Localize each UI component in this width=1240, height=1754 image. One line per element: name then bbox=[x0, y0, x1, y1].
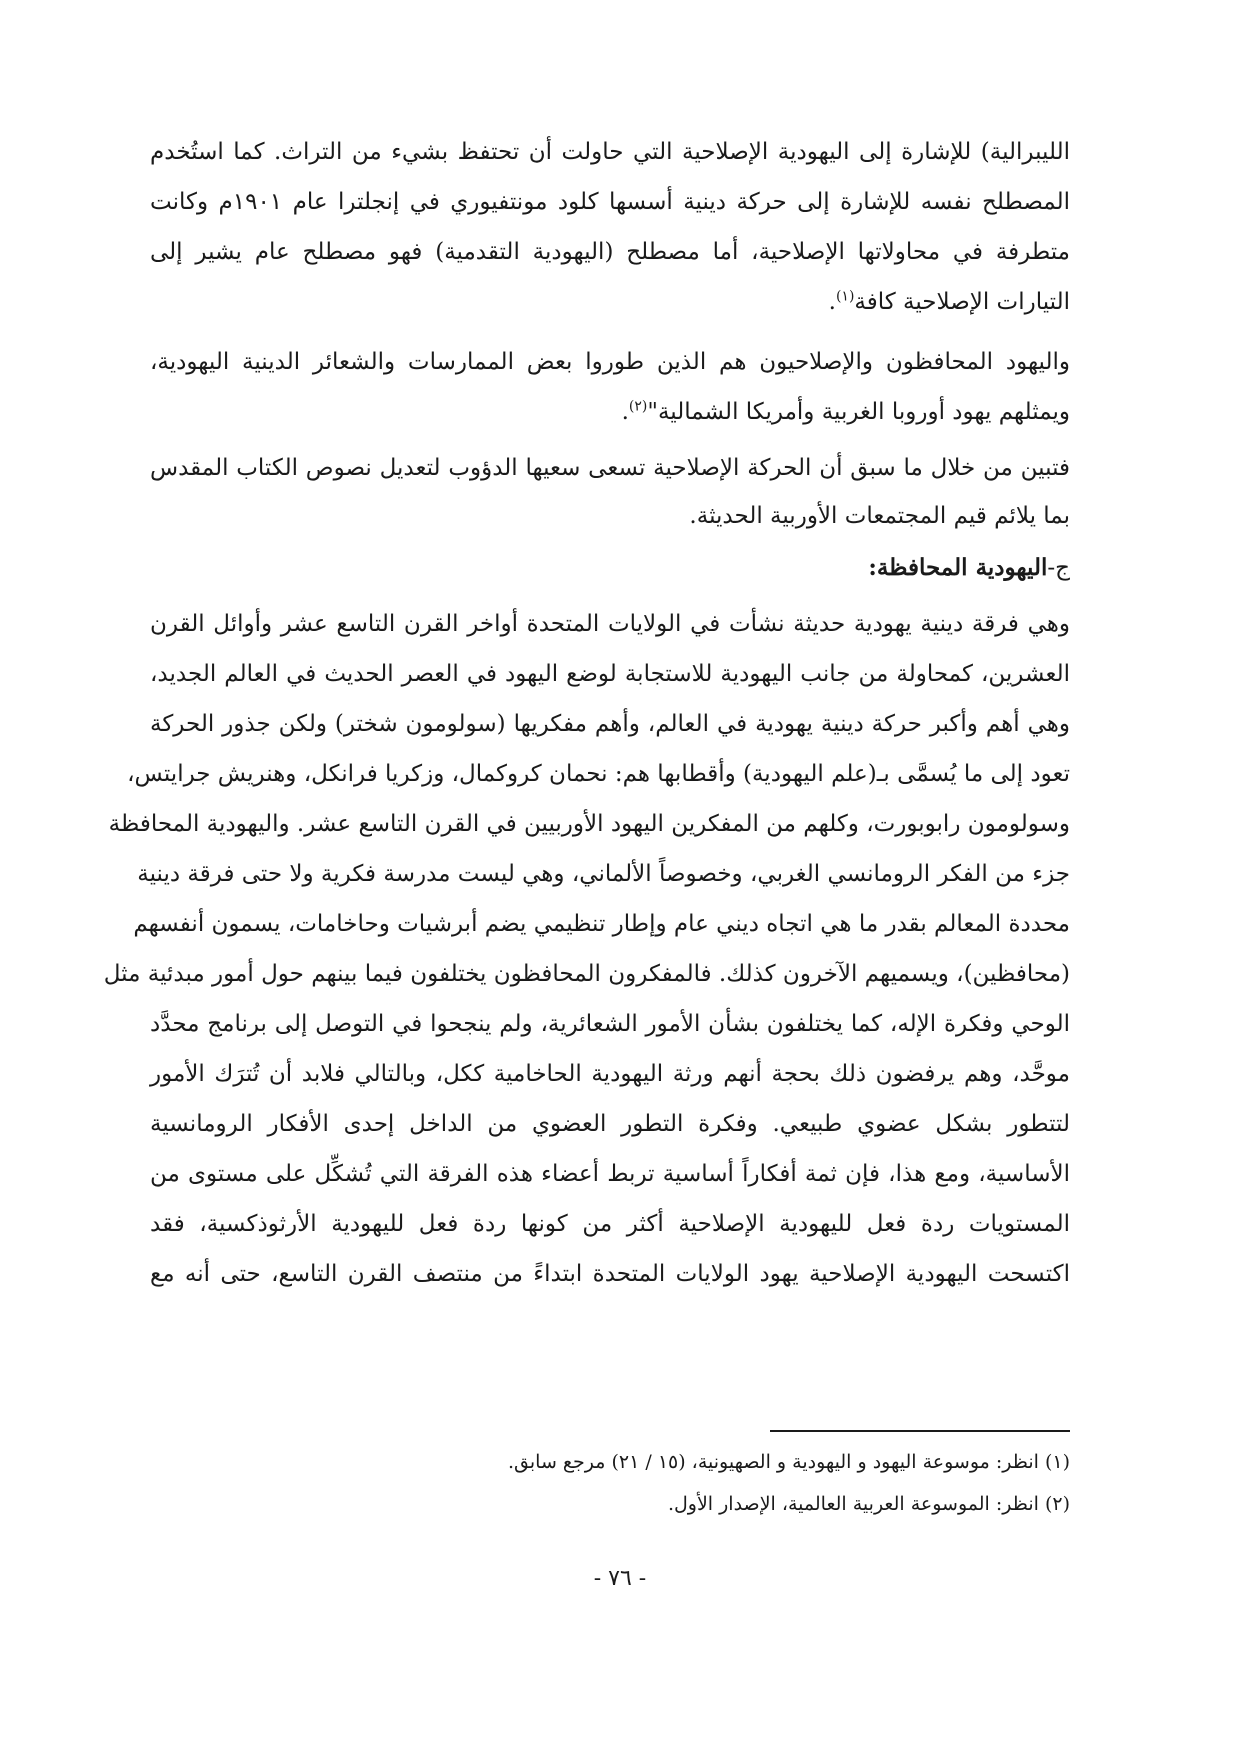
paragraph-line: (محافظين)، ويسميهم الآخرون كذلك. فالمفكرون المحافظون يختلفون فيما بينهم حول أمور مبدئية مثل bbox=[103, 961, 1070, 987]
paragraph-punct: . bbox=[621, 399, 629, 425]
footnote-divider bbox=[770, 1430, 1070, 1432]
paragraph-line: جزء من الفكر الرومانسي الغربي، وخصوصاً الألماني، وهي ليست مدرسة فكرية ولا حتى فرقة دينية bbox=[137, 861, 1070, 887]
footnote: (١) انظر: موسوعة اليهود و اليهودية و الصهيونية، (١٥ / ٢١) مرجع سابق. bbox=[508, 1451, 1070, 1473]
footnote-ref: (٢) bbox=[628, 398, 648, 415]
paragraph-punct: . bbox=[828, 289, 836, 315]
paragraph-line: تعود إلى ما يُسمَّى بـ(علم اليهودية) وأقطابها هم: نحمان كروكمال، وزكريا فرانكل، وهنريش جرايتس، bbox=[127, 761, 1070, 787]
page-number: - ٧٦ - bbox=[593, 1566, 647, 1591]
paragraph-line: وهي فرقة دينية يهودية حديثة نشأت في الولايات المتحدة أواخر القرن التاسع عشر وأوائل القرن bbox=[150, 611, 1070, 637]
paragraph-line: وهي أهم وأكبر حركة دينية يهودية في العالم، وأهم مفكريها (سولومون شختر) ولكن جذور الحركة bbox=[150, 711, 1070, 737]
paragraph-line: الوحي وفكرة الإله، كما يختلفون بشأن الأمور الشعائرية، ولم ينجحوا في التوصل إلى برنامج محدَّد bbox=[150, 1011, 1070, 1037]
paragraph-line: متطرفة في محاولاتها الإصلاحية، أما مصطلح (اليهودية التقدمية) فهو مصطلح عام يشير إلى bbox=[150, 239, 1070, 265]
paragraph-line: المصطلح نفسه للإشارة إلى حركة دينية أسسها كلود مونتفيوري في إنجلترا عام ١٩٠١م وكانت bbox=[150, 189, 1070, 215]
heading-prefix: ج- bbox=[1047, 555, 1070, 581]
paragraph-line: فتبين من خلال ما سبق أن الحركة الإصلاحية تسعى سعيها الدؤوب لتعديل نصوص الكتاب المقدس bbox=[150, 455, 1070, 481]
paragraph-text: ويمثلهم يهود أوروبا الغربية وأمريكا الشمالية" bbox=[647, 399, 1070, 425]
paragraph-line-last bbox=[150, 286, 1070, 318]
paragraph-line: بما يلائم قيم المجتمعات الأوربية الحديثة. bbox=[689, 503, 1070, 529]
paragraph-line: المستويات ردة فعل لليهودية الإصلاحية أكثر من كونها ردة فعل لليهودية الأرثوذكسية، فقد bbox=[150, 1211, 1070, 1237]
paragraph-line: موحَّد، وهم يرفضون ذلك بحجة أنهم ورثة اليهودية الحاخامية ككل، وبالتالي فلابد أن تُترَك الأمور bbox=[150, 1061, 1070, 1087]
paragraph-text: التيارات الإصلاحية كافة bbox=[854, 289, 1070, 315]
paragraph-line: وسولومون رابوبورت، وكلهم من المفكرين اليهود الأوربيين في القرن التاسع عشر. واليهودية المحافظة bbox=[108, 811, 1070, 837]
paragraph-line: واليهود المحافظون والإصلاحيون هم الذين طوروا بعض الممارسات والشعائر الدينية اليهودية، bbox=[150, 349, 1070, 375]
paragraph-line: اكتسحت اليهودية الإصلاحية يهود الولايات المتحدة ابتداءً من منتصف القرن التاسع، حتى أنه مع bbox=[150, 1261, 1070, 1287]
paragraph-line: محددة المعالم بقدر ما هي اتجاه ديني عام وإطار تنظيمي يضم أبرشيات وحاخامات، يسمون أنفسهم bbox=[133, 911, 1070, 937]
heading-title: اليهودية المحافظة: bbox=[868, 554, 1048, 581]
footnote-ref: (١) bbox=[835, 288, 855, 305]
paragraph-line: العشرين، كمحاولة من جانب اليهودية للاستجابة لوضع اليهود في العصر الحديث في العالم الجديد، bbox=[150, 661, 1070, 687]
footnote: (٢) انظر: الموسوعة العربية العالمية، الإصدار الأول. bbox=[667, 1493, 1070, 1515]
paragraph-line: الليبرالية) للإشارة إلى اليهودية الإصلاحية التي حاولت أن تحتفظ بشيء من التراث. كما استُخدم bbox=[150, 139, 1070, 165]
paragraph-line: لتتطور بشكل عضوي طبيعي. وفكرة التطور العضوي من الداخل إحدى الأفكار الرومانسية bbox=[150, 1111, 1070, 1137]
paragraph-line-last bbox=[150, 396, 1070, 428]
paragraph-line: الأساسية، ومع هذا، فإن ثمة أفكاراً أساسية تربط أعضاء هذه الفرقة التي تُشكِّل على مستوى من bbox=[150, 1161, 1070, 1187]
section-heading bbox=[150, 552, 1070, 584]
